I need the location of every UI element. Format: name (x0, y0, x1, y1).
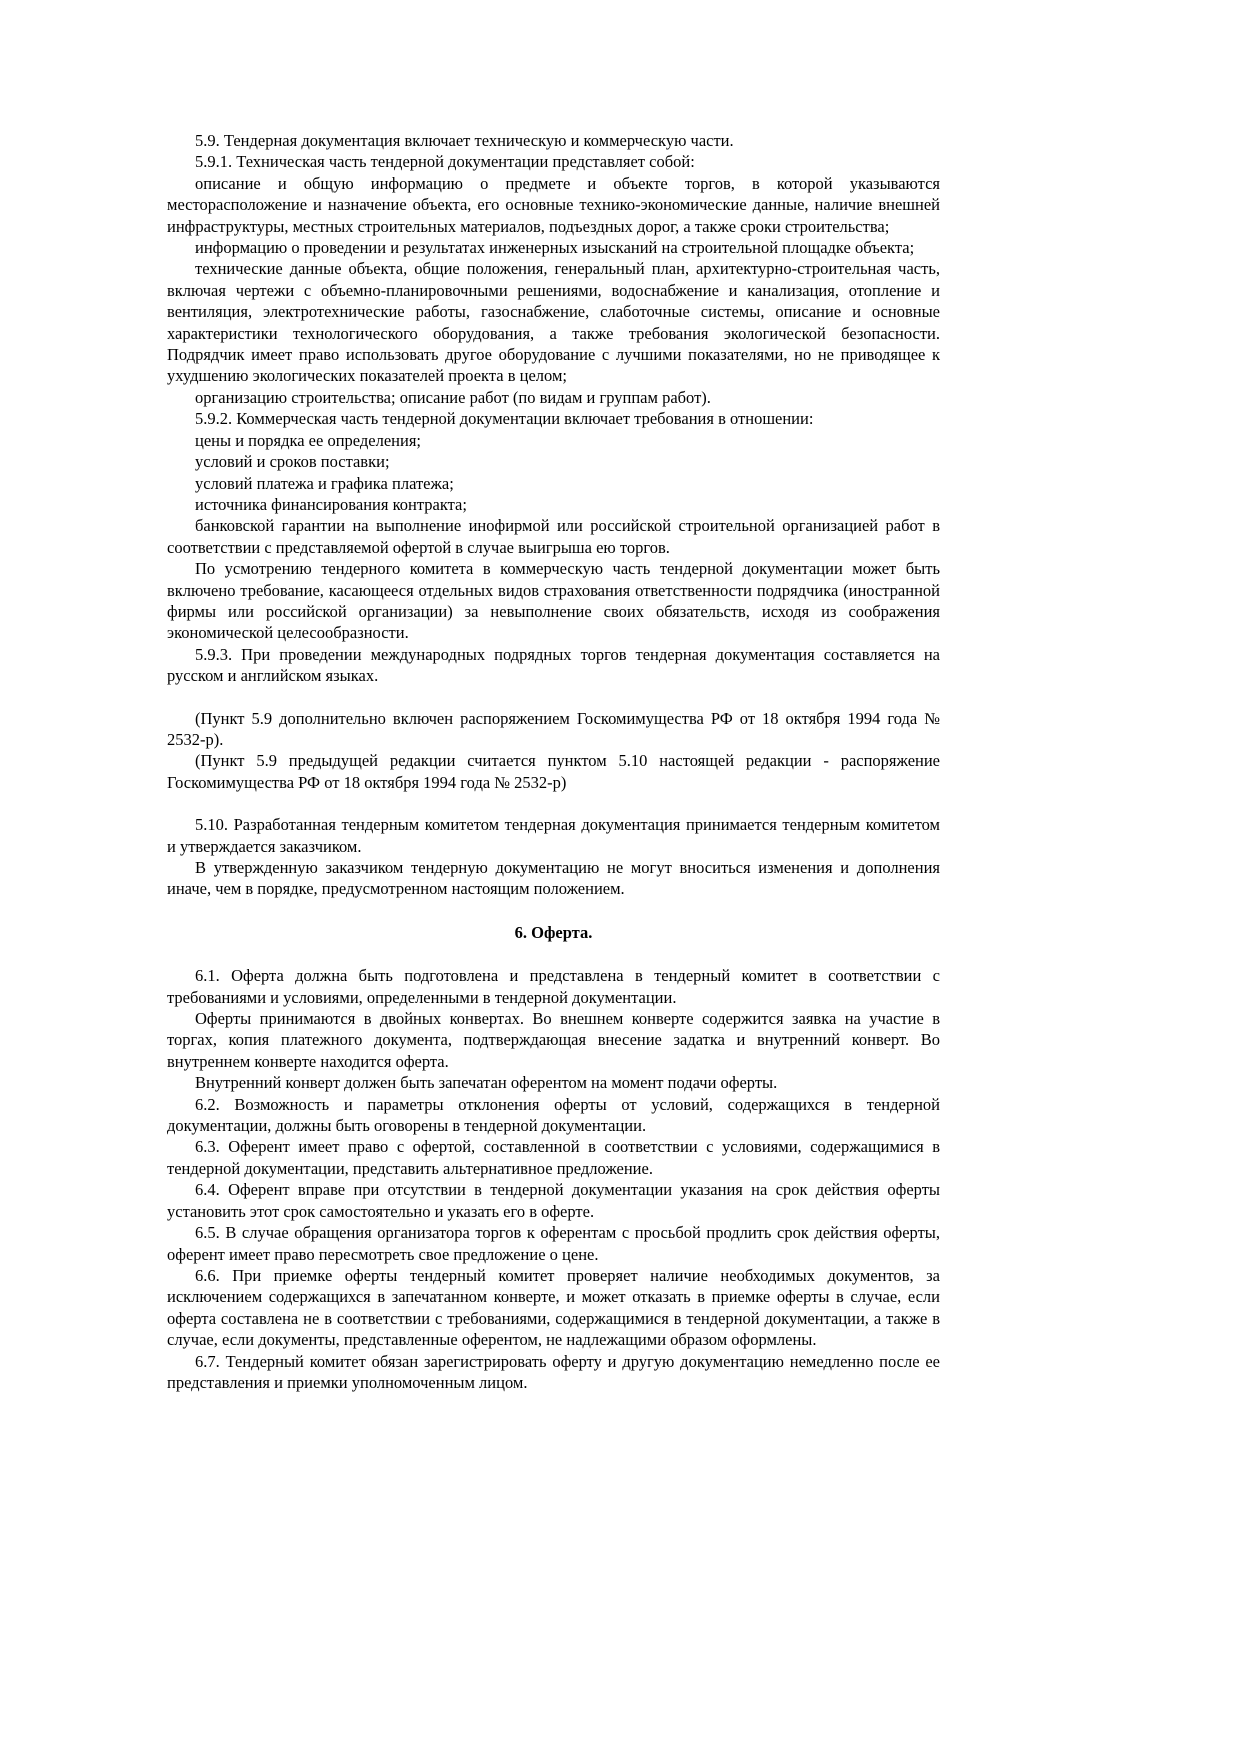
paragraph-survey-info: информацию о проведении и результатах инженерных изысканий на строительной площадке объекта; (195, 238, 915, 258)
paragraph-6-7: 6.7. Тендерный комитет обязан зарегистрировать оферту и другую документацию немедленно после ее представления и приемки уполномоченным лицом. (167, 1351, 940, 1392)
paragraph-6-5: 6.5. В случае обращения организатора торгов к оферентам с просьбой продлить срок действия оферты, оферент имеет право пересмотреть свое предложение о цене. (167, 1223, 940, 1264)
document-body (167, 130, 940, 1393)
paragraph-5-9-2: 5.9.2. Коммерческая часть тендерной документации включает требования в отношении: (195, 409, 814, 429)
paragraph-technical-description: описание и общую информацию о предмете и объекте торгов, в которой указываются месторасположение и назначение объекта, его основные технико-экономические данные, наличие внешней инфраструктуры, местных строительных материалов, подъездных дорог, а также сроки строительства; (167, 173, 940, 236)
paragraph-price-item: цены и порядка ее определения; (195, 430, 421, 450)
paragraph-5-9-3: 5.9.3. При проведении международных подрядных торгов тендерная документация составляется на русском и английском языках. (167, 644, 940, 686)
paragraph-technical-data: технические данные объекта, общие положения, генеральный план, архитектурно-строительная часть, включая чертежи с объемно-планировочными решениями, водоснабжение и канализация, отопление и вентиляция, электротехнические работы, газоснабжение, слаботочные системы, описание и основные характеристики технологического оборудования, а также требования экологической безопасности. Подрядчик имеет право использовать другое оборудование с лучшими показателями, но не приводящее к ухудшению экологических показателей проекта в целом; (167, 259, 940, 386)
paragraph-6-3: 6.3. Оферент имеет право с офертой, составленной в соответствии с условиями, содержащимися в тендерной документации, представить альтернативное предложение. (167, 1137, 940, 1178)
paragraph-no-changes: В утвержденную заказчиком тендерную документацию не могут вноситься изменения и дополнения иначе, чем в порядке, предусмотренном настоящим положением. (167, 858, 940, 899)
paragraph-sealed-envelope: Внутренний конверт должен быть запечатан оферентом на момент подачи оферты. (195, 1073, 778, 1093)
paragraph-construction-organization: организацию строительства; описание работ (по видам и группам работ). (195, 387, 711, 407)
paragraph-insurance-requirement: По усмотрению тендерного комитета в коммерческую часть тендерной документации может быть включено требование, касающееся отдельных видов страхования ответственности подрядчика (иностранной фирмы или российской организации) за невыполнение своих обязательств, исходя из соображения экономической целесообразности. (167, 559, 940, 643)
note-item-5-9-included: (Пункт 5.9 дополнительно включен распоряжением Госкомимущества РФ от 18 октября 1994 года № 2532-р). (167, 708, 940, 749)
paragraph-6-6: 6.6. При приемке оферты тендерный комитет проверяет наличие необходимых документов, за исключением содержащихся в запечатанном конверте, и может отказать в приемке оферты в случае, если оферта составлена не в соответствии с требованиями, содержащимися в тендерной документации, а также в случае, если документы, представленные оферентом, не надлежащими образом оформлены. (167, 1265, 940, 1350)
paragraph-6-2: 6.2. Возможность и параметры отклонения оферты от условий, содержащихся в тендерной документации, должны быть оговорены в тендерной документации. (167, 1094, 940, 1136)
paragraph-payment-item: условий платежа и графика платежа; (195, 473, 454, 493)
paragraph-delivery-item: условий и сроков поставки; (195, 452, 390, 472)
section-heading-oferta: 6. Оферта. (514, 922, 593, 942)
paragraph-6-4: 6.4. Оферент вправе при отсутствии в тендерной документации указания на срок действия оферты установить этот срок самостоятельно и указать его в оферте. (167, 1180, 940, 1221)
paragraph-5-9-1: 5.9.1. Техническая часть тендерной документации представляет собой: (195, 152, 695, 172)
paragraph-financing-item: источника финансирования контракта; (195, 494, 467, 514)
paragraph-5-10: 5.10. Разработанная тендерным комитетом тендерная документация принимается тендерным комитетом и утверждается заказчиком. (167, 815, 940, 856)
paragraph-bank-guarantee: банковской гарантии на выполнение инофирмой или российской строительной организацией работ в соответствии с представляемой офертой в случае выигрыша ею торгов. (167, 516, 940, 557)
paragraph-5-9: 5.9. Тендерная документация включает техническую и коммерческую части. (195, 131, 734, 150)
paragraph-double-envelopes: Оферты принимаются в двойных конвертах. Во внешнем конверте содержится заявка на участие в торгах, копия платежного документа, подтверждающая внесение задатка и внутренний конверт. Во внутреннем конверте находится оферта. (167, 1009, 940, 1071)
note-item-5-9-renumbered: (Пункт 5.9 предыдущей редакции считается пунктом 5.10 настоящей редакции - распоряжение Госкомимущества РФ от 18 октября 1994 года № 2532-р) (167, 751, 940, 792)
paragraph-6-1: 6.1. Оферта должна быть подготовлена и представлена в тендерный комитет в соответствии с требованиями и условиями, определенными в тендерной документации. (167, 966, 940, 1007)
